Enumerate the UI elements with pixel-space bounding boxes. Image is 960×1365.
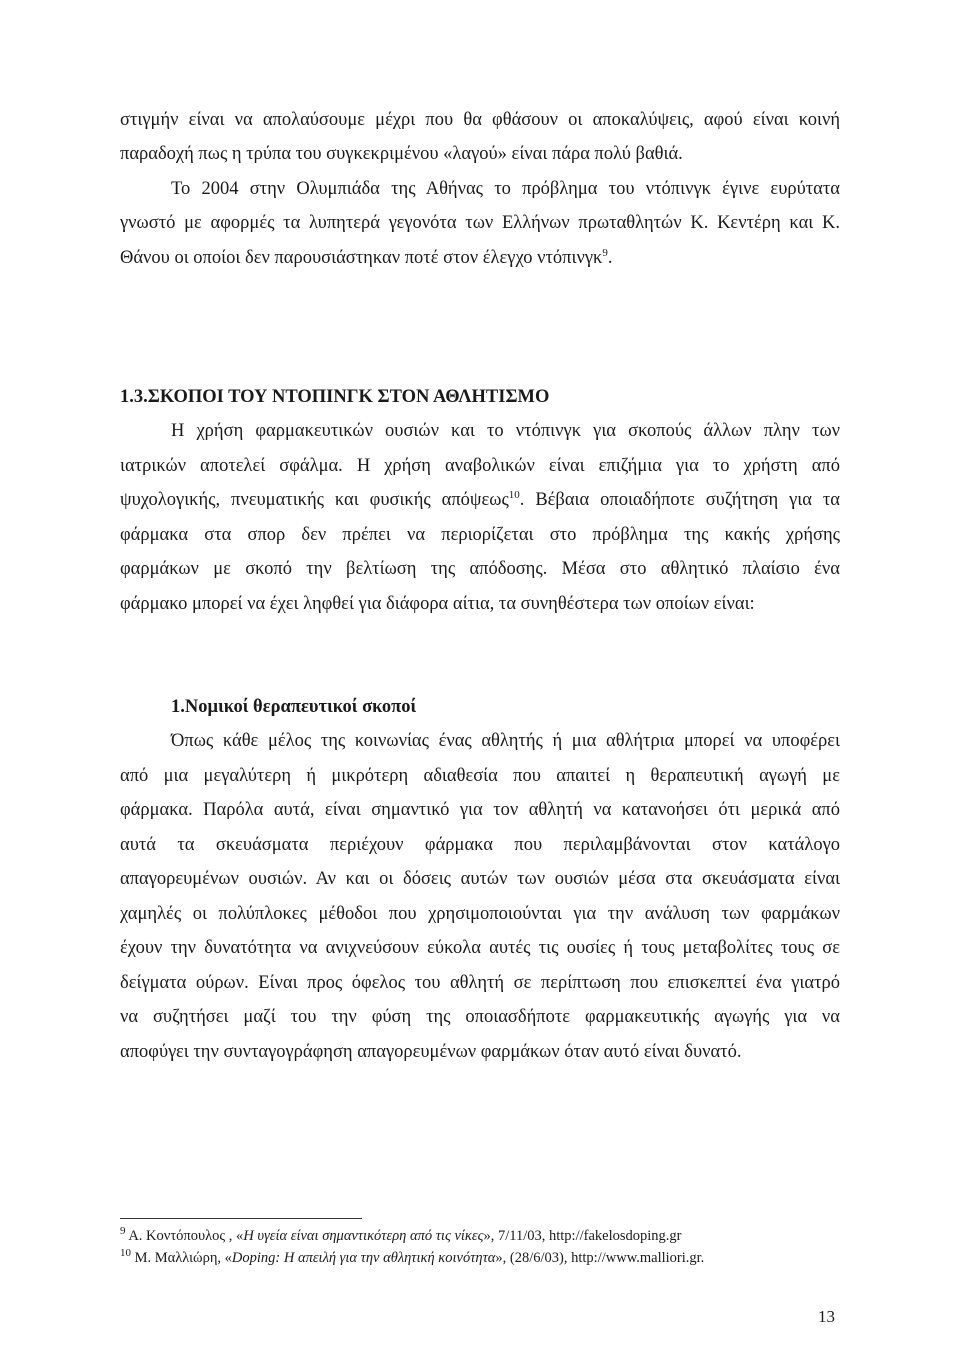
body-text-line: να συζητήσει μαζί του την φύση της οποιασδήποτε φαρμακευτικής αγωγής για να [120,1007,840,1027]
body-text-line: παραδοχή πως η τρύπα του συγκεκριμένου «λαγού» είναι πάρα πολύ βαθιά. [120,144,683,164]
body-text-line: φάρμακα στα σπορ δεν πρέπει να περιορίζεται στο πρόβλημα της κακής χρήσης [120,525,840,545]
body-text-line: αποφύγει την συνταγογράφηση απαγορευμένων φαρμάκων όταν αυτό είναι δυνατό. [120,1042,742,1062]
body-text-line: φάρμακο μπορεί να έχει ληφθεί για διάφορα αίτια, τα συνηθέστερα των οποίων είναι: [120,594,755,614]
section-heading: 1.3.ΣΚΟΠΟΙ ΤΟΥ ΝΤΟΠΙΝΓΚ ΣΤΟΝ ΑΘΛΗΤΙΣΜΟ [120,387,550,407]
footnote-title: Doping: Η απειλή για την αθλητική κοινότητα [231,1250,496,1266]
body-text-line [120,487,840,513]
body-text-line: από μια μεγαλύτερη ή μικρότερη αδιαθεσία που απαιτεί η θεραπευτική αγωγή με [120,766,840,786]
footnote-author: Α. Κοντόπουλος , « [125,1228,244,1244]
body-text-line: απαγορευμένων ουσιών. Αν και οι δόσεις αυτών των ουσιών μέσα στα σκευάσματα είναι [120,869,840,889]
body-text-line: χαμηλές οι πολύπλοκες μέθοδοι που χρησιμοποιούνται για την ανάλυση των φαρμάκων [120,904,840,924]
footnote-mark: 9 [120,1225,126,1238]
body-text-line: Το 2004 στην Ολυμπιάδα της Αθήνας το πρόβλημα του ντόπινγκ έγινε ευρύτατα [171,179,840,199]
body-text: Θάνου οι οποίοι δεν παρουσιάστηκαν ποτέ στον έλεγχο ντόπινγκ [120,248,603,268]
body-text: . [607,248,613,268]
body-text-line: δείγματα ούρων. Είναι προς όφελος του αθλητή σε περίπτωση που επισκεπτεί ένα γιατρό [120,973,840,993]
body-text: γνωστό με αφορμές τα λυπητερά γεγονότα των Ελλήνων πρωταθλητών Κ. Κεντέρη και Κ. [120,213,840,233]
footnote-source: », (28/6/03), http://www.malliori.gr. [495,1250,705,1266]
footnote-author: Μ. Μαλλιώρη, « [131,1250,232,1266]
page-number: 13 [818,1307,835,1326]
body-text-line: αυτά τα σκευάσματα περιέχουν φάρμακα που περιλαμβάνονται στον κατάλογο [120,835,840,855]
body-text-line: έχουν την δυνατότητα να ανιχνεύσουν εύκολα αυτές τις ουσίες ή τους μεταβολίτες τους σε [120,938,840,958]
body-text-line: ιατρικών αποτελεί σφάλμα. Η χρήση αναβολικών είναι επιζήμια για το χρήστη από [120,456,840,476]
footnote-divider [120,1218,362,1219]
footnote-ref-9: 9 [602,246,608,259]
body-text-line: φάρμακα. Παρόλα αυτά, είναι σημαντικό για τον αθλητή να κατανοήσει ότι μερικά από [120,800,840,820]
body-text: ψυχολογικής, πνευματικής και φυσικής απόψεως [120,490,509,510]
footnote-10 [120,1248,704,1268]
body-text-line: φαρμάκων με σκοπό την βελτίωση της απόδοσης. Μέσα στο αθλητικό πλαίσιο ένα [120,559,840,579]
body-text-line [120,210,840,236]
body-text-line: Όπως κάθε μέλος της κοινωνίας ένας αθλητής ή μια αθλήτρια μπορεί να υποφέρει [171,731,840,751]
subsection-heading: 1.Νομικοί θεραπευτικοί σκοποί [171,697,417,717]
footnote-ref-10: 10 [508,488,520,501]
body-text-line: Η χρήση φαρμακευτικών ουσιών και το ντόπινγκ για σκοπούς άλλων πλην των [171,421,840,441]
body-text-line: στιγμήν είναι να απολαύσουμε μέχρι που θα φθάσουν οι αποκαλύψεις, αφού είναι κοινή [120,110,840,130]
footnote-9 [120,1226,682,1246]
footnote-source: », 7/11/03, http://fakelosdoping.gr [483,1228,682,1244]
footnote-title: Η υγεία είναι σημαντικότερη από τις νίκες [243,1228,484,1244]
body-text-line [120,245,840,271]
body-text: . Βέβαια οποιαδήποτε συζήτηση για τα [519,490,840,510]
footnote-mark: 10 [120,1247,131,1260]
